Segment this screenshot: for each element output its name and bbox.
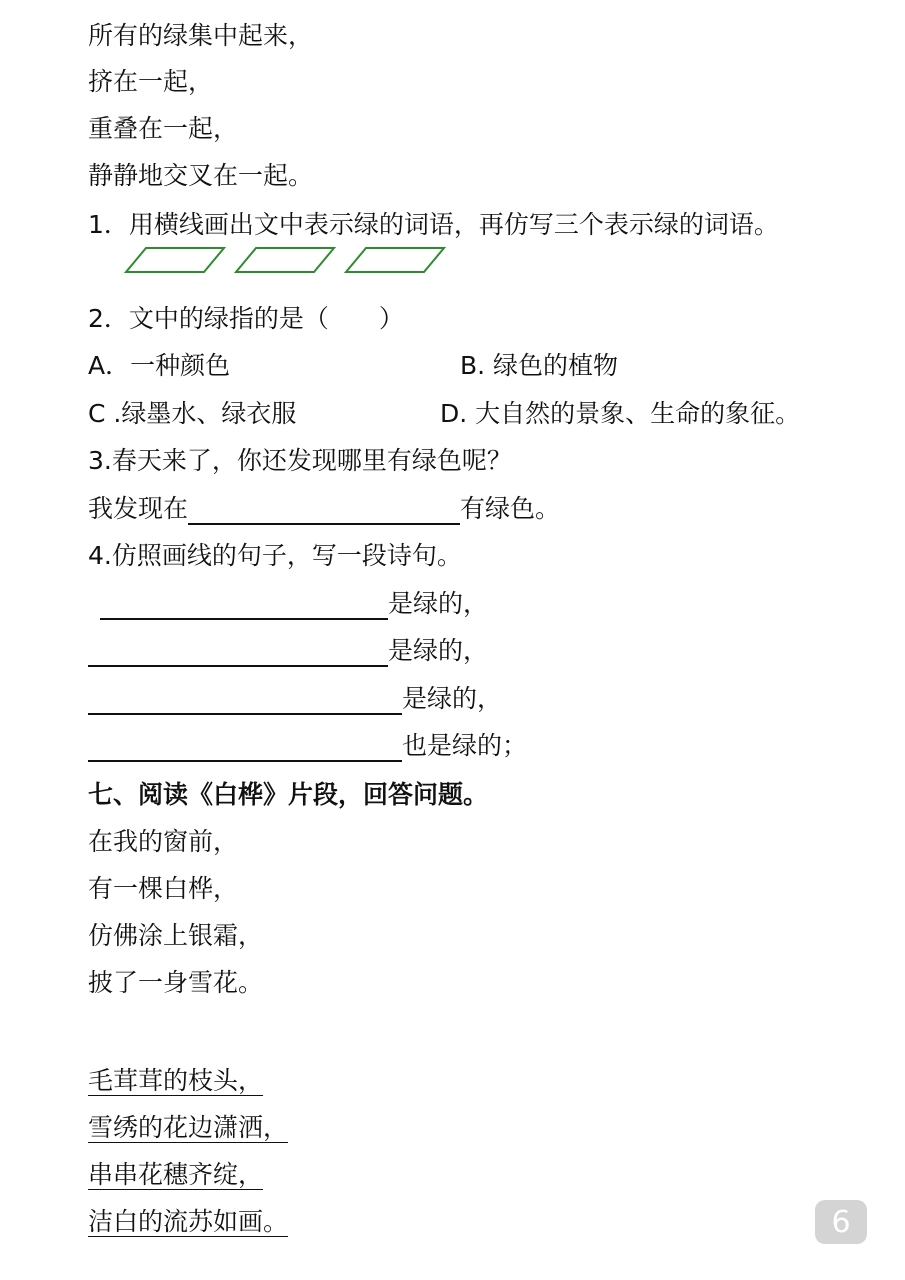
q4-blank-1[interactable] [100, 592, 388, 620]
answer-box-2[interactable] [236, 248, 334, 272]
poem-line-1: 所有的绿集中起来， [88, 21, 314, 50]
q4-line-2 [88, 635, 488, 667]
birch-line-3: 仿佛涂上银霜， [88, 921, 264, 950]
q4-line-3 [88, 683, 502, 715]
answer-boxes [124, 244, 454, 276]
question-4: 4.仿照画线的句子，写一段诗句。 [88, 541, 462, 570]
answer-box-1[interactable] [126, 248, 224, 272]
birch-line-1: 在我的窗前， [88, 827, 239, 856]
question-3: 3.春天来了，你还发现哪里有绿色呢？ [88, 446, 512, 475]
birch-underlined-line-2: 雪绣的花边潇洒， [88, 1113, 289, 1142]
question-2: 2．文中的绿指的是（ ） [88, 304, 404, 333]
birch-underlined-line-3: 串串花穗齐绽， [88, 1160, 264, 1189]
section-7-title: 七、阅读《白桦》片段，回答问题。 [88, 780, 489, 809]
poem-line-3: 重叠在一起， [88, 114, 239, 143]
poem-line-4: 静静地交叉在一起。 [88, 161, 314, 190]
option-d[interactable]: D. 大自然的景象、生命的象征。 [440, 399, 801, 428]
birch-underlined-line-4: 洁白的流苏如画。 [88, 1207, 289, 1236]
answer-suffix: 有绿色。 [460, 494, 561, 523]
q4-blank-2[interactable] [88, 639, 388, 667]
q4-blank-3[interactable] [88, 687, 402, 715]
poem-line-2: 挤在一起， [88, 67, 214, 96]
birch-line-4: 披了一身雪花。 [88, 968, 264, 997]
answer-prefix: 我发现在 [88, 494, 189, 523]
option-a[interactable]: A．一种颜色 [88, 351, 231, 380]
q4-text-4: 也是绿的； [402, 731, 528, 760]
q4-blank-4[interactable] [88, 734, 402, 762]
q4-text-2: 是绿的， [388, 636, 489, 665]
answer-box-3[interactable] [346, 248, 444, 272]
birch-underlined-line-1: 毛茸茸的枝头， [88, 1066, 264, 1095]
option-c[interactable]: C .绿墨水、绿衣服 [88, 399, 297, 428]
birch-line-2: 有一棵白桦， [88, 874, 239, 903]
answer-blank[interactable] [188, 497, 460, 525]
option-b[interactable]: B. 绿色的植物 [460, 351, 619, 380]
q4-line-1 [100, 588, 488, 620]
q4-text-3: 是绿的， [402, 684, 503, 713]
page-number-badge: 6 [815, 1200, 867, 1244]
question-1: 1．用横线画出文中表示绿的词语，再仿写三个表示绿的词语。 [88, 210, 779, 239]
question-3-answer [88, 493, 560, 525]
q4-text-1: 是绿的， [388, 589, 489, 618]
q4-line-4 [88, 730, 527, 762]
